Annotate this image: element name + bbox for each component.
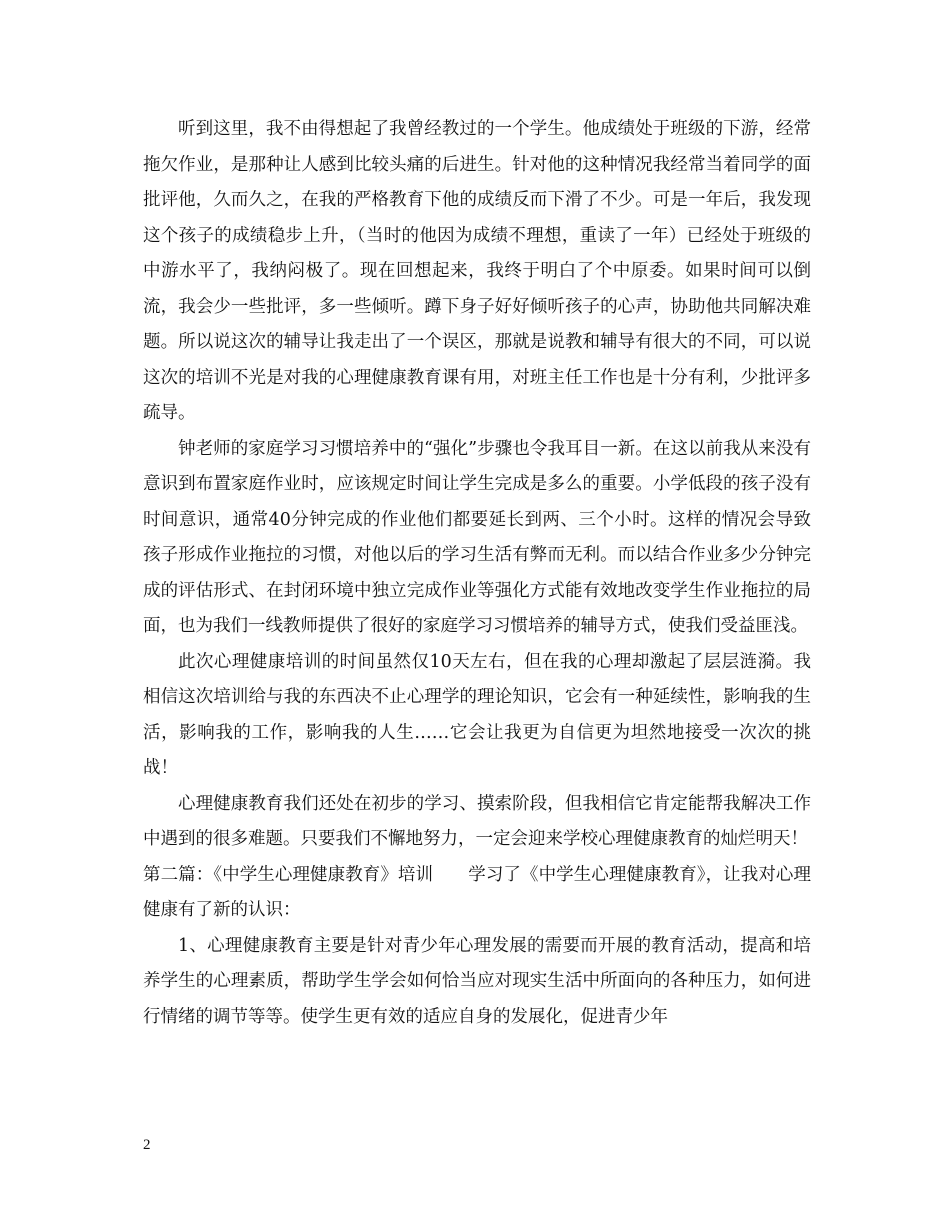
page-number: 2 — [143, 1137, 151, 1153]
section-heading-paragraph: 第二篇：《中学生心理健康教育》培训 学习了《中学生心理健康教育》，让我对心理健康有了新的认识： — [143, 864, 811, 920]
paragraph-1: 听到这里，我不由得想起了我曾经教过的一个学生。他成绩处于班级的下游，经常拖欠作业，是那种让人感到比较头痛的后进生。针对他的这种情况我经常当着同学的面批评他，久而久之，在我的严格教育下他的成绩反而下滑了不少。可是一年后，我发现这个孩子的成绩稳步上升，（当时的他因为成绩不理想，重读了一年）已经处于班级的中游水平了，我纳闷极了。现在回想起来，我终于明白了个中原委。如果时间可以倒流，我会少一些批评，多一些倾听。蹲下身子好好倾听孩子的心声，协助他共同解决难题。所以说这次的辅导让我走出了一个误区，那就是说教和辅导有很大的不同，可以说这次的培训不光是对我的心理健康教育课有用，对班主任工作也是十分有利，少批评多疏导。 — [143, 119, 811, 423]
document-body — [143, 112, 811, 1035]
paragraph-4: 心理健康教育我们还处在初步的学习、摸索阶段，但我相信它肯定能帮我解决工作中遇到的很多难题。只要我们不懈地努力，一定会迎来学校心理健康教育的灿烂明天！ — [143, 793, 811, 849]
paragraph-3: 此次心理健康培训的时间虽然仅10天左右，但在我的心理却激起了层层涟漪。我相信这次培训给与我的东西决不止心理学的理论知识，它会有一种延续性，影响我的生活，影响我的工作，影响我的人生……它会让我更为自信更为坦然地接受一次次的挑战！ — [143, 651, 811, 778]
paragraph-2: 钟老师的家庭学习习惯培养中的“强化”步骤也令我耳目一新。在这以前我从来没有意识到布置家庭作业时，应该规定时间让学生完成是多么的重要。小学低段的孩子没有时间意识，通常40分钟完成的作业他们都要延长到两、三个小时。这样的情况会导致孩子形成作业拖拉的习惯，对他以后的学习生活有弊而无利。而以结合作业多少分钟完成的评估形式、在封闭环境中独立完成作业等强化方式能有效地改变学生作业拖拉的局面，也为我们一线教师提供了很好的家庭学习习惯培养的辅导方式，使我们受益匪浅。 — [143, 438, 811, 636]
paragraph-6: 1、心理健康教育主要是针对青少年心理发展的需要而开展的教育活动，提高和培养学生的心理素质，帮助学生学会如何恰当应对现实生活中所面向的各种压力，如何进行情绪的调节等等。使学生更有效的适应自身的发展化，促进青少年 — [143, 935, 811, 1027]
